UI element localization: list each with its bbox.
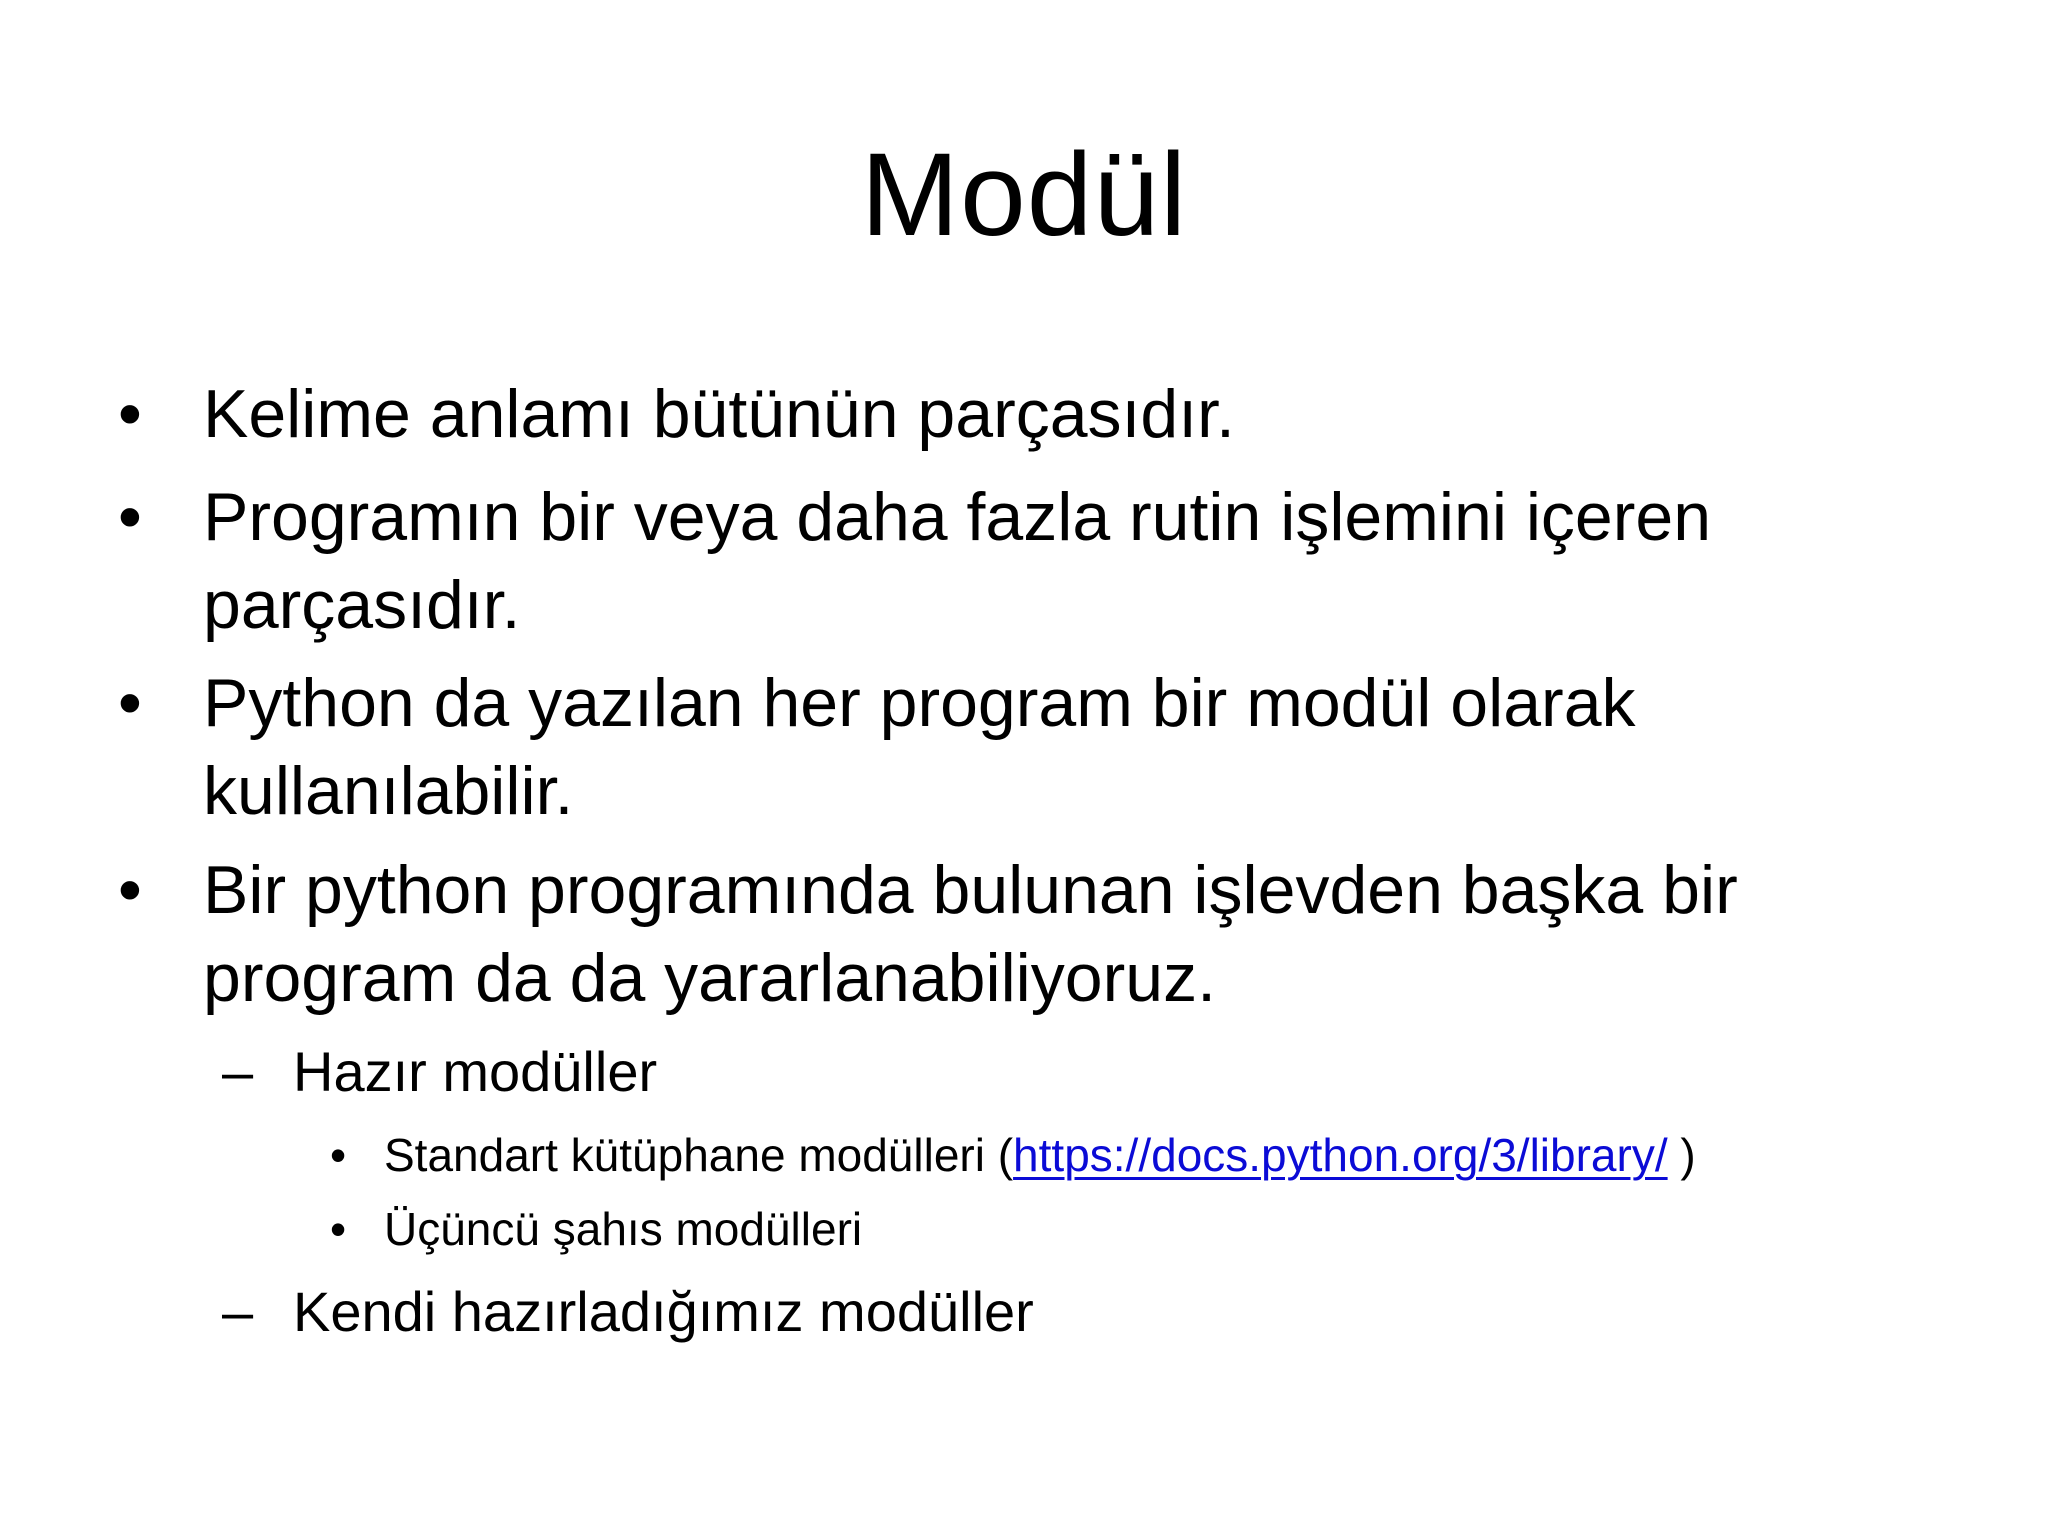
standart-text-before: Standart kütüphane modülleri (: [384, 1129, 1014, 1181]
bullet-text-bir-python-line1: Bir python programında bulunan işlevden başka bir: [203, 852, 1738, 928]
bullet-marker: •: [118, 479, 142, 555]
sub-sub-bullet-standart: [384, 1127, 1696, 1183]
bullet-marker: •: [118, 665, 142, 741]
standart-text-after: ): [1667, 1129, 1696, 1181]
python-docs-link[interactable]: https://docs.python.org/3/library/: [1013, 1129, 1668, 1181]
bullet-marker: •: [118, 376, 142, 452]
sub-bullet-hazir-moduller: Hazır modüller: [293, 1040, 658, 1103]
sub-bullet-marker: –: [222, 1040, 254, 1103]
sub-bullet-kendi-moduller: Kendi hazırladığımız modüller: [293, 1280, 1034, 1343]
sub-sub-bullet-marker: •: [330, 1203, 347, 1255]
bullet-text-python-line2: kullanılabilir.: [203, 753, 574, 829]
bullet-text-programin-line2: parçasıdır.: [203, 567, 521, 643]
slide-title: Modül: [860, 129, 1188, 261]
bullet-marker: •: [118, 852, 142, 928]
bullet-text-python-line1: Python da yazılan her program bir modül olarak: [203, 665, 1636, 741]
bullet-text-bir-python-line2: program da da yararlanabiliyoruz.: [203, 940, 1216, 1016]
bullet-text-kelime: Kelime anlamı bütünün parçasıdır.: [203, 376, 1235, 452]
sub-sub-bullet-marker: •: [330, 1129, 347, 1181]
bullet-text-programin-line1: Programın bir veya daha fazla rutin işlemini içeren: [203, 479, 1712, 555]
sub-bullet-marker: –: [222, 1280, 254, 1343]
sub-sub-bullet-ucuncu: Üçüncü şahıs modülleri: [384, 1203, 863, 1255]
